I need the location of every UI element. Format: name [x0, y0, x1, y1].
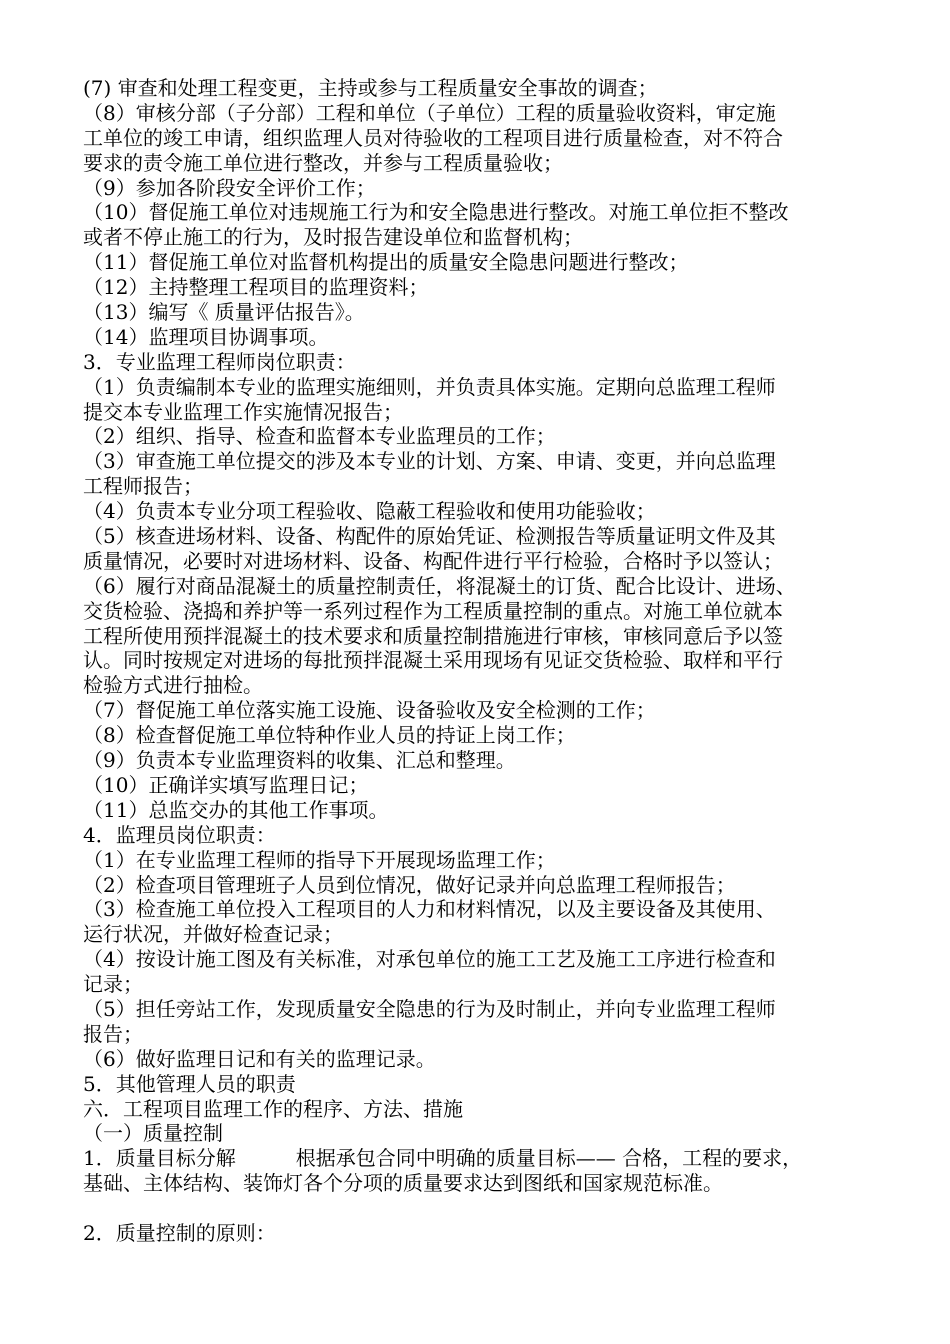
text-line: 交货检验、浇捣和养护等一系列过程作为工程质量控制的重点。对施工单位就本: [83, 598, 783, 623]
text-line: （9）参加各阶段安全评价工作；: [83, 175, 376, 200]
text-line: 1．质量目标分解 根据承包合同中明确的质量目标—— 合格，工程的要求，: [83, 1146, 803, 1171]
text-line: （5）核查进场材料、设备、构配件的原始凭证、检测报告等质量证明文件及其: [83, 524, 776, 549]
text-line: 认。同时按规定对进场的每批预拌混凝土采用现场有见证交货检验、取样和平行: [83, 648, 783, 673]
text-line: （7）督促施工单位落实施工设施、设备验收及安全检测的工作；: [83, 698, 656, 723]
text-line: （3）审查施工单位提交的涉及本专业的计划、方案、申请、变更，并向总监理: [83, 449, 776, 474]
text-line: 工单位的竣工申请，组织监理人员对待验收的工程项目进行质量检查，对不符合: [83, 125, 783, 150]
text-line: 工程师报告；: [83, 474, 203, 499]
text-line: （5）担任旁站工作，发现质量安全隐患的行为及时制止，并向专业监理工程师: [83, 996, 776, 1021]
text-line: 2．质量控制的原则：: [83, 1220, 276, 1245]
text-line: （8）检查督促施工单位特种作业人员的持证上岗工作；: [83, 723, 576, 748]
text-line: 要求的责令施工单位进行整改，并参与工程质量验收；: [83, 150, 563, 175]
text-line: （1）负责编制本专业的监理实施细则，并负责具体实施。定期向总监理工程师: [83, 374, 776, 399]
text-line: （2）组织、指导、检查和监督本专业监理员的工作；: [83, 424, 556, 449]
text-line: 检验方式进行抽检。: [83, 673, 263, 698]
text-line: （一）质量控制: [83, 1121, 223, 1146]
text-line: 报告；: [83, 1021, 143, 1046]
text-line: （12）主持整理工程项目的监理资料；: [83, 275, 429, 300]
text-line: 记录；: [83, 972, 143, 997]
text-line: （6）履行对商品混凝土的质量控制责任，将混凝土的订货、配合比设计、进场、: [83, 573, 796, 598]
text-line: （9）负责本专业监理资料的收集、汇总和整理。: [83, 748, 516, 773]
text-line: （10）督促施工单位对违规施工行为和安全隐患进行整改。对施工单位拒不整改: [83, 200, 789, 225]
text-line: 4．监理员岗位职责：: [83, 822, 276, 847]
text-line: （13）编写《 质量评估报告》。: [83, 300, 365, 325]
text-line: （11）督促施工单位对监督机构提出的质量安全隐患问题进行整改；: [83, 250, 689, 275]
text-line: 工程所使用预拌混凝土的技术要求和质量控制措施进行审核，审核同意后予以签: [83, 623, 783, 648]
text-line: [83, 1196, 883, 1221]
text-line: （11）总监交办的其他工作事项。: [83, 797, 389, 822]
text-line: 六．工程项目监理工作的程序、方法、措施: [83, 1096, 463, 1121]
text-line: （6）做好监理日记和有关的监理记录。: [83, 1046, 436, 1071]
text-line: （1）在专业监理工程师的指导下开展现场监理工作；: [83, 847, 556, 872]
text-line: 质量情况，必要时对进场材料、设备、构配件进行平行检验，合格时予以签认；: [83, 548, 783, 573]
text-line: （8）审核分部（子分部）工程和单位（子单位）工程的质量验收资料，审定施: [83, 100, 776, 125]
text-line: 或者不停止施工的行为，及时报告建设单位和监督机构；: [83, 225, 583, 250]
text-line: 提交本专业监理工作实施情况报告；: [83, 399, 403, 424]
text-line: （4）按设计施工图及有关标准，对承包单位的施工工艺及施工工序进行检查和: [83, 947, 776, 972]
document-body: [83, 76, 883, 1246]
text-line: （10）正确详实填写监理日记；: [83, 772, 369, 797]
text-line: （4）负责本专业分项工程验收、隐蔽工程验收和使用功能验收；: [83, 499, 656, 524]
text-line: （3）检查施工单位投入工程项目的人力和材料情况，以及主要设备及其使用、: [83, 897, 776, 922]
text-line: 基础、主体结构、装饰灯各个分项的质量要求达到图纸和国家规范标准。: [83, 1171, 723, 1196]
text-line: （14）监理项目协调事项。: [83, 324, 329, 349]
text-line: （2）检查项目管理班子人员到位情况，做好记录并向总监理工程师报告；: [83, 872, 736, 897]
text-line: 3．专业监理工程师岗位职责：: [83, 349, 356, 374]
text-line: (7) 审查和处理工程变更，主持或参与工程质量安全事故的调查；: [83, 76, 658, 100]
text-line: 5．其他管理人员的职责: [83, 1071, 296, 1096]
text-line: 运行状况，并做好检查记录；: [83, 922, 343, 947]
